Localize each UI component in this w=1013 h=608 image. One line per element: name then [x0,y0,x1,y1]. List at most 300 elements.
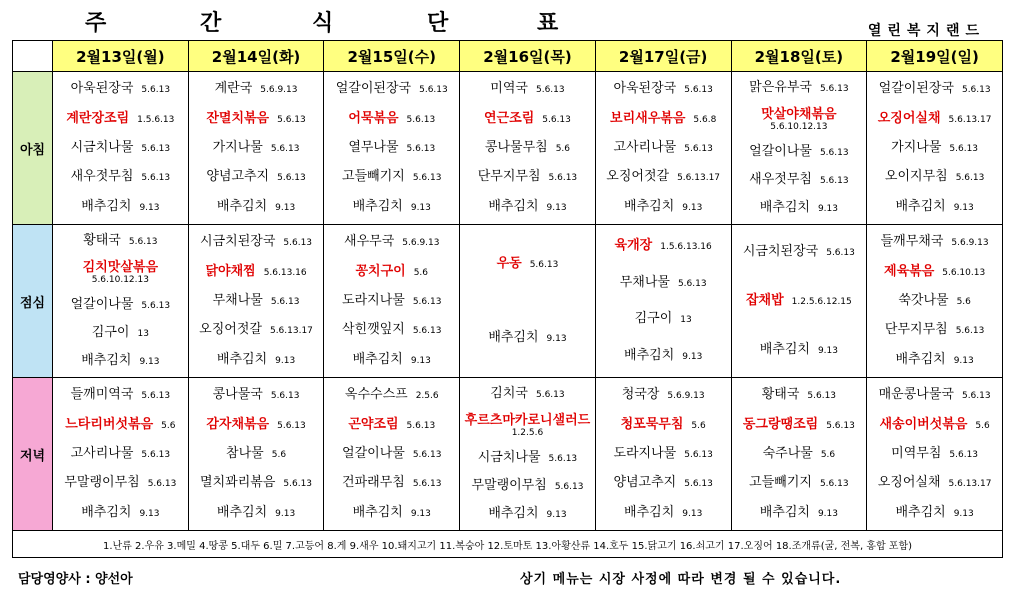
dish-name: 배추김치 [759,342,810,357]
menu-item [57,81,184,98]
allergen-codes: 5.6.13 [807,391,837,402]
menu-cell [324,72,460,225]
menu-cell [731,72,867,225]
dish-name: 배추김치 [488,198,539,214]
meal-label: 아침 [13,72,53,225]
allergen-codes: 5.6.13.16 [263,267,307,278]
menu-item [464,450,591,467]
dish-name: 우동 [496,256,522,272]
allergen-codes: 5.6.13 [819,148,849,159]
allergen-codes: 5.6.13 [141,301,171,312]
allergen-codes: 9.13 [546,202,567,213]
dish-name: 고사리나물 [613,139,677,155]
menu-item [193,111,320,128]
dish-name: 단무지무침 [477,169,541,185]
menu-item [871,446,998,463]
menu-item [600,169,727,186]
dish-name: 청포묵무침 [620,416,684,432]
allergen-codes: 5.6.13 [412,326,442,337]
day-header: 2월14일(화) [188,41,324,72]
menu-item [600,140,727,157]
allergen-codes: 5.6 [691,420,706,431]
dish-name: 청국장 [621,387,660,403]
allergen-codes: 5.6.13 [949,449,979,460]
brand-name: 열린복지랜드 [867,23,985,39]
dish-name: 옥수수스프 [344,387,408,403]
dish-name: 황태국 [83,233,121,249]
page-title [0,6,1013,40]
menu-item-list [867,72,1002,224]
menu-cell [324,225,460,378]
allergen-codes: 5.6.13 [283,479,313,490]
dish-name: 잡채밥 [745,293,784,308]
allergen-codes: 5.6.9.13 [402,238,440,249]
menu-item [736,108,863,134]
allergen-codes: 5.6 [555,143,571,154]
dish-name: 고사리나물 [70,445,134,461]
allergen-codes: 5.6.13 [955,173,985,184]
menu-item [328,505,455,522]
dish-name: 시금치된장국 [742,244,819,259]
title-char: 간 [200,11,222,36]
dish-name: 아욱된장국 [70,81,134,97]
menu-item-list [732,72,867,224]
menu-cell [595,378,731,531]
notice-text: 상기 메뉴는 시장 사정에 따라 변경 될 수 있습니다. [520,572,842,587]
allergen-codes: 13 [137,329,149,340]
menu-item-list [324,72,459,224]
dish-name: 얼갈이된장국 [335,81,412,97]
dish-name: 도라지나물 [613,445,677,461]
menu-item [193,475,320,492]
allergen-codes: 5.6.13 [548,173,578,184]
allergen-codes: 5.6.13 [677,278,707,289]
menu-item-list [53,225,188,377]
allergen-codes: 5.6.13 [819,84,849,95]
day-header: 2월17일(금) [595,41,731,72]
menu-item [193,322,320,339]
allergen-codes: 5.6.13 [147,479,177,490]
dish-name: 단무지무침 [884,322,948,338]
dish-name: 고들빼기지 [342,169,405,185]
day-header: 2월18일(토) [731,41,867,72]
menu-item [871,169,998,186]
menu-item [600,111,727,128]
menu-item [193,199,320,216]
dish-name: 감자채볶음 [206,416,270,432]
dish-name: 오징어젓갈 [199,322,262,338]
allergen-codes: 5.6.13 [277,173,306,184]
dish-name: 오이지무침 [884,169,948,185]
dish-name: 잔멸치볶음 [206,110,270,126]
allergen-codes: 5.6.13.17 [948,479,992,490]
allergen-codes: 9.13 [953,202,974,213]
dish-name: 무채나물 [212,292,263,308]
menu-item-list [460,72,595,224]
allergen-codes: 9.13 [410,355,431,366]
dish-name: 김구이 [634,311,673,327]
allergen-codes: 5.6.13 [412,173,442,184]
allergen-codes: 5.6.13 [961,85,991,96]
menu-item [57,199,184,216]
menu-cell [460,225,596,378]
allergen-codes: 5.6.13 [270,296,300,307]
allergen-codes: 5.6.13 [535,85,565,96]
menu-cell [867,225,1003,378]
allergen-codes: 5.6.13.17 [948,114,992,125]
allergen-codes: 9.13 [953,355,974,366]
dish-name: 새우무국 [344,234,395,250]
allergen-codes: 1.2.5.6 [511,427,544,438]
dish-name: 아욱된장국 [613,81,677,97]
allergen-codes: 5.6.13 [412,296,442,307]
dish-name: 숙주나물 [762,445,813,461]
menu-item [193,81,320,98]
menu-item [57,325,184,342]
dish-name: 가지나물 [212,139,263,155]
menu-item [600,387,727,404]
allergen-codes: 5.6.13 [270,143,300,154]
menu-item [871,264,998,281]
menu-item [328,111,455,128]
title-char: 표 [537,11,559,36]
dish-name: 맛살야채볶음 [761,106,837,122]
allergen-codes: 5.6.13 [141,85,171,96]
menu-item [736,417,863,434]
day-header: 2월15일(수) [324,41,460,72]
allergen-codes: 5.6.9.13 [667,391,705,402]
dish-name: 배추김치 [352,504,403,520]
allergen-codes: 5.6 [820,449,836,460]
menu-item [736,144,863,161]
menu-item [600,81,727,98]
dish-name: 쑥갓나물 [898,292,949,308]
menu-item [57,297,184,314]
allergen-codes: 5.6.8 [693,114,717,125]
menu-item [328,387,455,404]
menu-cell [460,72,596,225]
dish-name: 들깨무채국 [880,234,944,250]
allergen-codes: 9.13 [410,202,431,213]
menu-item [464,81,591,98]
allergen-codes: 5.6.10.12.13 [770,121,828,132]
dish-name: 제육볶음 [884,263,935,279]
allergen-codes: 9.13 [817,203,838,214]
menu-item [600,238,727,255]
menu-cell [867,378,1003,531]
menu-item [464,199,591,216]
allergen-codes: 2.5.6 [415,391,439,402]
menu-cell [53,72,189,225]
dish-name: 닭야채찜 [205,263,256,279]
menu-item [736,387,863,404]
dish-name: 배추김치 [895,351,946,367]
menu-cell [460,378,596,531]
day-header-row [13,41,1003,72]
allergen-codes: 5.6.13 [961,391,991,402]
menu-item [600,417,727,434]
meal-label: 저녁 [13,378,53,531]
menu-item-list [867,378,1002,530]
menu-item-list [53,72,188,224]
menu-item-list [189,72,324,224]
day-header: 2월19일(일) [867,41,1003,72]
header-corner [13,41,53,72]
allergen-codes: 5.6.13 [412,449,442,460]
allergen-codes: 5.6.13 [684,143,713,154]
allergen-codes: 1.2.5.6.12.15 [791,297,852,307]
allergen-codes: 5.6.13 [141,391,171,402]
lunch-row [13,225,1003,378]
dish-name: 느타리버섯볶음 [65,416,154,432]
allergen-codes: 9.13 [275,355,296,366]
menu-item [193,352,320,369]
dish-name: 계란장조림 [66,110,130,126]
allergen-codes: 5.6.13 [141,143,171,154]
menu-item [193,417,320,434]
dish-name: 김치국 [490,386,528,402]
dish-name: 무말랭이무침 [471,478,547,494]
dish-name: 황태국 [761,387,800,403]
menu-item [57,111,184,128]
menu-item [464,478,591,495]
allergen-codes: 5.6.13 [684,85,713,96]
menu-item [328,169,455,186]
allergen-codes: 5.6.13.17 [269,326,313,337]
menu-item [328,140,455,157]
menu-item-list [189,225,324,377]
dish-name: 새우젓무침 [749,172,812,188]
dish-name: 시금치나물 [70,139,134,155]
dish-name: 김구이 [91,325,130,341]
dish-name: 새우젓무침 [70,169,134,185]
allergen-codes: 5.6.13 [141,173,171,184]
allergen-codes: 9.13 [953,508,974,519]
menu-item-list [867,225,1002,377]
menu-cell [324,378,460,531]
menu-item [57,261,184,287]
dish-name: 양념고추지 [206,169,270,185]
menu-item [600,348,727,365]
menu-item [57,387,184,404]
allergen-codes: 5.6.13 [277,114,306,125]
menu-item [328,352,455,369]
menu-cell [731,378,867,531]
dish-name: 곤약조림 [348,416,399,432]
menu-item [600,505,727,522]
allergen-codes: 5.6.13 [548,454,578,465]
menu-item [57,353,184,370]
dish-name: 시금치된장국 [200,234,276,250]
menu-item [328,81,455,98]
title-char: 주 [85,11,107,36]
dish-name: 배추김치 [895,198,946,214]
allergen-codes: 5.6.13 [277,420,306,431]
dish-name: 오징어젓갈 [606,169,670,185]
dish-name: 가지나물 [891,139,942,155]
dish-name: 배추김치 [624,504,675,520]
menu-item [464,506,591,523]
menu-item [57,417,184,434]
dish-name: 도라지나물 [342,292,405,308]
menu-item [193,234,320,251]
menu-item [328,264,455,281]
dinner-row [13,378,1003,531]
dish-name: 매운콩나물국 [878,387,954,403]
dish-name: 열무나물 [348,139,399,155]
menu-item-list [53,378,188,530]
menu-item [328,322,455,339]
meal-label: 점심 [13,225,53,378]
menu-cell [53,225,189,378]
day-header: 2월13일(월) [53,41,189,72]
allergen-codes: 9.13 [139,356,160,367]
menu-item [736,293,863,310]
menu-item [871,199,998,216]
allergen-codes: 5.6 [271,449,287,460]
menu-item [600,199,727,216]
menu-cell [595,72,731,225]
dish-name: 배추김치 [759,199,810,215]
dish-name: 오징어실채 [877,475,941,491]
menu-item-list [324,378,459,530]
allergen-codes: 5.6 [975,420,990,431]
menu-cell [53,378,189,531]
menu-item [57,140,184,157]
dish-name: 배추김치 [216,351,268,367]
menu-item [464,256,591,273]
menu-item [328,475,455,492]
dish-name: 꽁치구이 [355,263,406,279]
allergen-codes: 9.13 [410,508,431,519]
menu-cell [188,378,324,531]
allergen-codes: 5.6.13 [949,143,979,154]
menu-item [464,386,591,403]
dish-name: 미역국 [490,81,528,97]
menu-item [600,446,727,463]
menu-item [193,387,320,404]
menu-item [736,446,863,463]
menu-item [193,446,320,463]
menu-item [871,322,998,339]
allergen-codes: 5.6.13 [554,482,584,493]
menu-item [464,111,591,128]
menu-item [871,352,998,369]
dish-name: 동그랑땡조림 [742,416,819,432]
dish-name: 배추김치 [81,198,132,214]
allergen-codes: 13 [680,315,692,326]
dish-name: 배추김치 [624,348,675,364]
title-char: 단 [427,11,449,36]
menu-item [871,111,998,128]
dish-name: 미역무침 [891,445,942,461]
menu-item [871,293,998,310]
menu-item [193,140,320,157]
menu-item-list [596,72,731,224]
menu-item [871,417,998,434]
menu-item [736,505,863,522]
menu-item [600,475,727,492]
dish-name: 배추김치 [624,198,675,214]
dish-name: 건파래무침 [342,475,405,491]
dish-name: 배추김치 [352,351,403,367]
dish-name: 배추김치 [759,504,810,520]
menu-item [57,505,184,522]
allergen-codes: 9.13 [817,346,838,356]
dish-name: 계란국 [214,81,253,97]
allergen-codes: 5.6.13 [819,176,849,187]
menu-item [871,505,998,522]
title-char: 식 [312,11,334,36]
allergen-codes: 9.13 [682,352,703,363]
nutritionist-label: 담당영양사 : 양선아 [18,572,133,587]
allergen-codes: 5.6.13 [684,479,713,490]
allergen-codes: 9.13 [546,509,567,520]
menu-item [193,169,320,186]
allergen-codes: 9.13 [546,333,567,344]
menu-cell [188,225,324,378]
menu-item-list [460,225,595,377]
dish-name: 참나물 [226,445,264,461]
allergy-legend: 1.난류 2.우유 3.메밀 4.땅콩 5.대두 6.밀 7.고등어 8.게 9.새우 10.돼지고기 11.복숭아 12.토마토 13.아황산류 14.호두 15.닭고기 16.쇠고기 17.오징어 18.조개류(굴, 전복, 홍합 포함) [13,531,1003,558]
dish-name: 콩나물무침 [484,139,548,155]
dish-name: 배추김치 [216,504,268,520]
menu-item [736,244,863,261]
allergen-codes: 5.6.13 [141,449,171,460]
allergen-codes: 9.13 [139,202,160,213]
dish-name: 고들빼기지 [749,475,812,491]
allergen-codes: 5.6.13 [535,390,565,401]
allergen-codes: 5.6.9.13 [260,85,298,96]
menu-item [600,311,727,328]
dish-name: 후르츠마카로니샐러드 [464,412,591,428]
menu-item [57,475,184,492]
allergen-codes: 9.13 [275,202,296,213]
dish-name: 배추김치 [488,505,539,521]
breakfast-row [13,72,1003,225]
allergen-codes: 5.6.9.13 [951,238,989,249]
menu-item [464,330,591,347]
allergen-codes: 1.5.6.13 [137,114,175,125]
menu-item [736,342,863,359]
allergen-codes: 5.6.13 [283,238,313,249]
menu-cell [595,225,731,378]
allergen-codes: 5.6.13 [128,237,158,248]
allergen-codes: 5.6.13 [542,114,571,125]
dish-name: 김치맛살볶음 [82,259,159,275]
allergen-codes: 9.13 [275,508,296,519]
allergen-codes: 5.6.13.17 [677,173,721,184]
dish-name: 오징어실채 [877,110,941,126]
dish-name: 얼갈이나물 [342,445,405,461]
menu-item [600,275,727,292]
dish-name: 배추김치 [895,504,946,520]
allergen-codes: 5.6.13 [412,479,442,490]
menu-item [871,475,998,492]
menu-item [871,387,998,404]
menu-item-list [732,378,867,530]
dish-name: 육개장 [614,237,653,253]
day-header: 2월16일(목) [460,41,596,72]
menu-item [464,140,591,157]
menu-item-list [324,225,459,377]
dish-name: 연근조림 [484,110,535,126]
dish-name: 배추김치 [352,198,403,214]
menu-item-list [460,378,595,530]
dish-name: 얼갈이된장국 [878,81,954,97]
weekly-menu-table [12,40,1003,558]
dish-name: 들깨미역국 [70,387,134,403]
